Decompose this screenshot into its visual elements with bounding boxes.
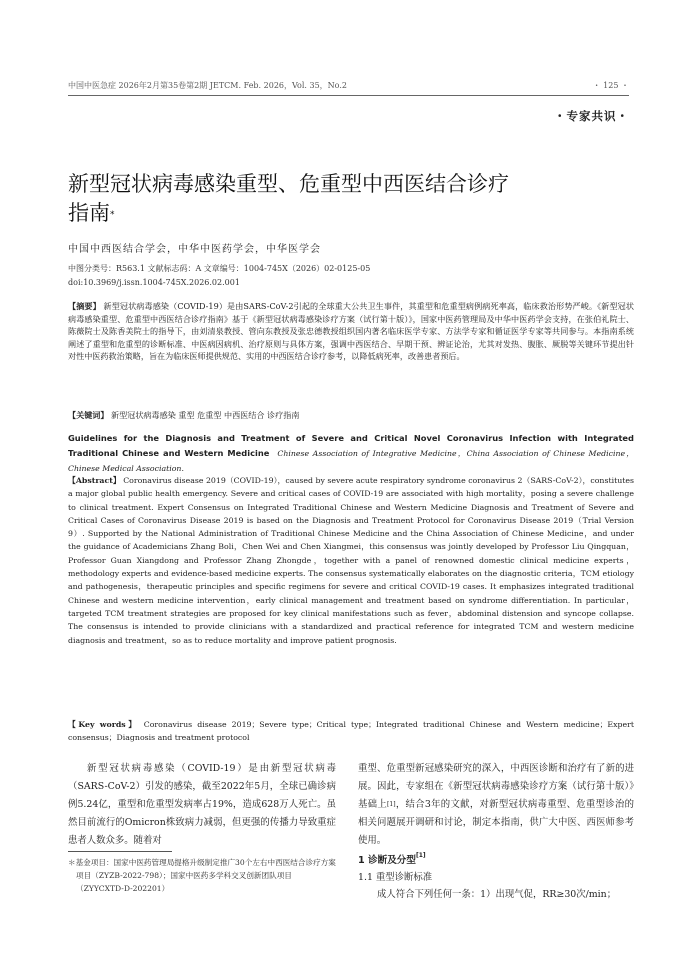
header-rule — [68, 95, 629, 96]
title-footnote-mark: * — [110, 210, 115, 220]
keywords-en-text: Coronavirus disease 2019；Severe type；Critical type；Integrated traditional Chinese and Western medicine；Expert consensus；Diagnosis and treatment protocol — [68, 720, 634, 743]
section-tag: ・专家共识・ — [554, 109, 629, 123]
keywords-cn-text: 新型冠状病毒感染 重型 危重型 中西医结合 诊疗指南 — [108, 410, 300, 420]
body-right-text-a: 重型、危重型新冠感染研究的深入，中西医诊断和治疗有了新的进展。因此，专家组在《新型冠状病毒感染诊疗方案（试行第十版）》基础上 — [358, 763, 634, 810]
abstract-cn — [68, 300, 634, 363]
english-title-text: Guidelines for the Diagnosis and Treatment of Severe and Critical Novel Coronavirus Infection with Integrated Traditional Chinese and Western Medicine — [68, 433, 634, 458]
abstract-cn-label: 【摘要】 — [68, 301, 101, 311]
section-heading-1 — [358, 852, 426, 866]
footnote-rule — [68, 851, 172, 852]
keywords-cn-label: 【关键词】 — [68, 410, 109, 420]
abstract-cn-text: 新型冠状病毒感染（COVID-19）是由SARS-CoV-2引起的全球重大公共卫生事件，其重型和危重型病例病死率高，临床救治形势严峻。《新型冠状病毒感染重型、危重型中西医结合诊疗指南》基于《新型冠状病毒感染诊疗方案（试行第十版）》，国家中医药管理局及中华中医药学会支持，在张伯礼院士、陈薇院士及陈香美院士的指导下，由刘清泉教授、管向东教授及张忠德教授组织国内著名临床医学专家、方法学专家和循证医学专家等共同参与。本指南系统阐述了重型和危重型的诊断标准、中医病因病机、治疗原则与具体方案，强调中西医结合、早期干预、辨证论治，尤其对发热、腹胀、厥脱等关键环节提出针对性中医药救治策略，旨在为临床医师提供规范、实用的中西医结合诊疗参考，以降低病死率，改善患者预后。 — [68, 301, 634, 361]
keywords-cn — [68, 409, 634, 422]
doi-line: doi:10.3969/j.issn.1004-745X.2026.02.001 — [68, 278, 240, 287]
running-header — [68, 80, 629, 94]
funding-footnote: ＊基金项目：国家中医药管理局提格升级制定推广30个左右中西医结合诊疗方案项目（ZYZB-2022-798）；国家中医药多学科交叉创新团队项目（ZYYCXTD-D-202201） — [68, 858, 336, 893]
section-heading-1-text: 1 诊断及分型 — [358, 855, 416, 866]
keywords-en-label: 【Key words】 — [68, 720, 139, 729]
journal-info: 中国中医急症 2026年2月第35卷第2期 JETCM. Feb. 2026，Vol. 35，No.2 — [68, 81, 347, 90]
english-affiliations: Chinese Association of Integrative Medicine，China Association of Chinese Medicine，Chinese Medical Association. — [68, 448, 635, 473]
body-left-paragraph: 新型冠状病毒感染（COVID-19）是由新型冠状病毒（SARS-CoV-2）引发的感染，截至2022年5月，全球已确诊病例5.24亿，重型和危重型发病率占19%，造成628万人死亡。虽然目前流行的Omicron株致病力减弱，但更强的传播力导致重症患者人数众多。随着对 — [68, 763, 336, 846]
body-right-text-b: ，结合3年的文献，对新型冠状病毒重型、危重型诊治的相关问题展开调研和讨论，制定本指南，供广大中医、西医师参考使用。 — [358, 799, 634, 846]
abstract-en-label: 【Abstract】 — [68, 476, 121, 485]
diagnosis-criteria-text: 成人符合下列任何一条：1）出现气促，RR≥30次/min； — [377, 889, 617, 900]
heading-citation-ref: [1] — [415, 852, 426, 859]
citation-ref: [1] — [387, 801, 396, 808]
article-title — [68, 170, 528, 228]
body-right-paragraph — [358, 760, 634, 850]
abstract-en — [68, 474, 634, 647]
page-number: ・ 125 ・ — [592, 81, 629, 90]
author-list: 中国中西医结合学会，中华中医药学会，中华医学会 — [68, 244, 321, 255]
classification-line: 中图分类号：R563.1 文献标志码：A 文章编号：1004-745X（2026）02-0125-05 — [68, 264, 371, 273]
keywords-en — [68, 718, 634, 745]
abstract-en-text: Coronavirus disease 2019（COVID-19），caused by severe acute respiratory syndrome coronavirus 2（SARS-CoV-2），constitutes a major global public health emergency. Severe and critical cases of COVID-19 are associated with high mortality，posing a severe challenge to clinical treatment. Expert Consensus on Integrated Traditional Chinese and Western Medicine Diagnosis and Treatment of Severe and Critical Cases of Coronavirus Disease 2019 is based on the Diagnosis and Treatment Protocol for Coronavirus Disease 2019（Trial Version 9）. Supported by the National Administration of Traditional Chinese Medicine and the China Association of Chinese Medicine，and under the guidance of Academicians Zhang Boli，Chen Wei and Chen Xiangmei，this consensus was jointly developed by Professor Liu Qingquan，Professor Guan Xiangdong and Professor Zhang Zhongde，together with a panel of renowned domestic clinical medicine experts，methodology experts and evidence-based medicine experts. The consensus systematically elaborates on the diagnostic criteria，TCM etiology and pathogenesis，therapeutic principles and specific regimens for severe and critical COVID-19 cases. It emphasizes integrated traditional Chinese and western medicine intervention，early clinical management and treatment based on syndrome differentiation. In particular，targeted TCM treatment strategies are proposed for key clinical manifestations such as fever，abdominal distension and syncope collapse. The consensus is intended to provide clinicians with a standardized and practical reference for integrated TCM and western medicine diagnosis and treatment，so as to reduce mortality and improve patient prognosis. — [68, 476, 634, 645]
section-heading-1-1: 1.1 重型诊断标准 — [358, 872, 433, 883]
english-title — [68, 431, 634, 477]
article-title-text: 新型冠状病毒感染重型、危重型中西医结合诊疗指南 — [68, 172, 509, 225]
